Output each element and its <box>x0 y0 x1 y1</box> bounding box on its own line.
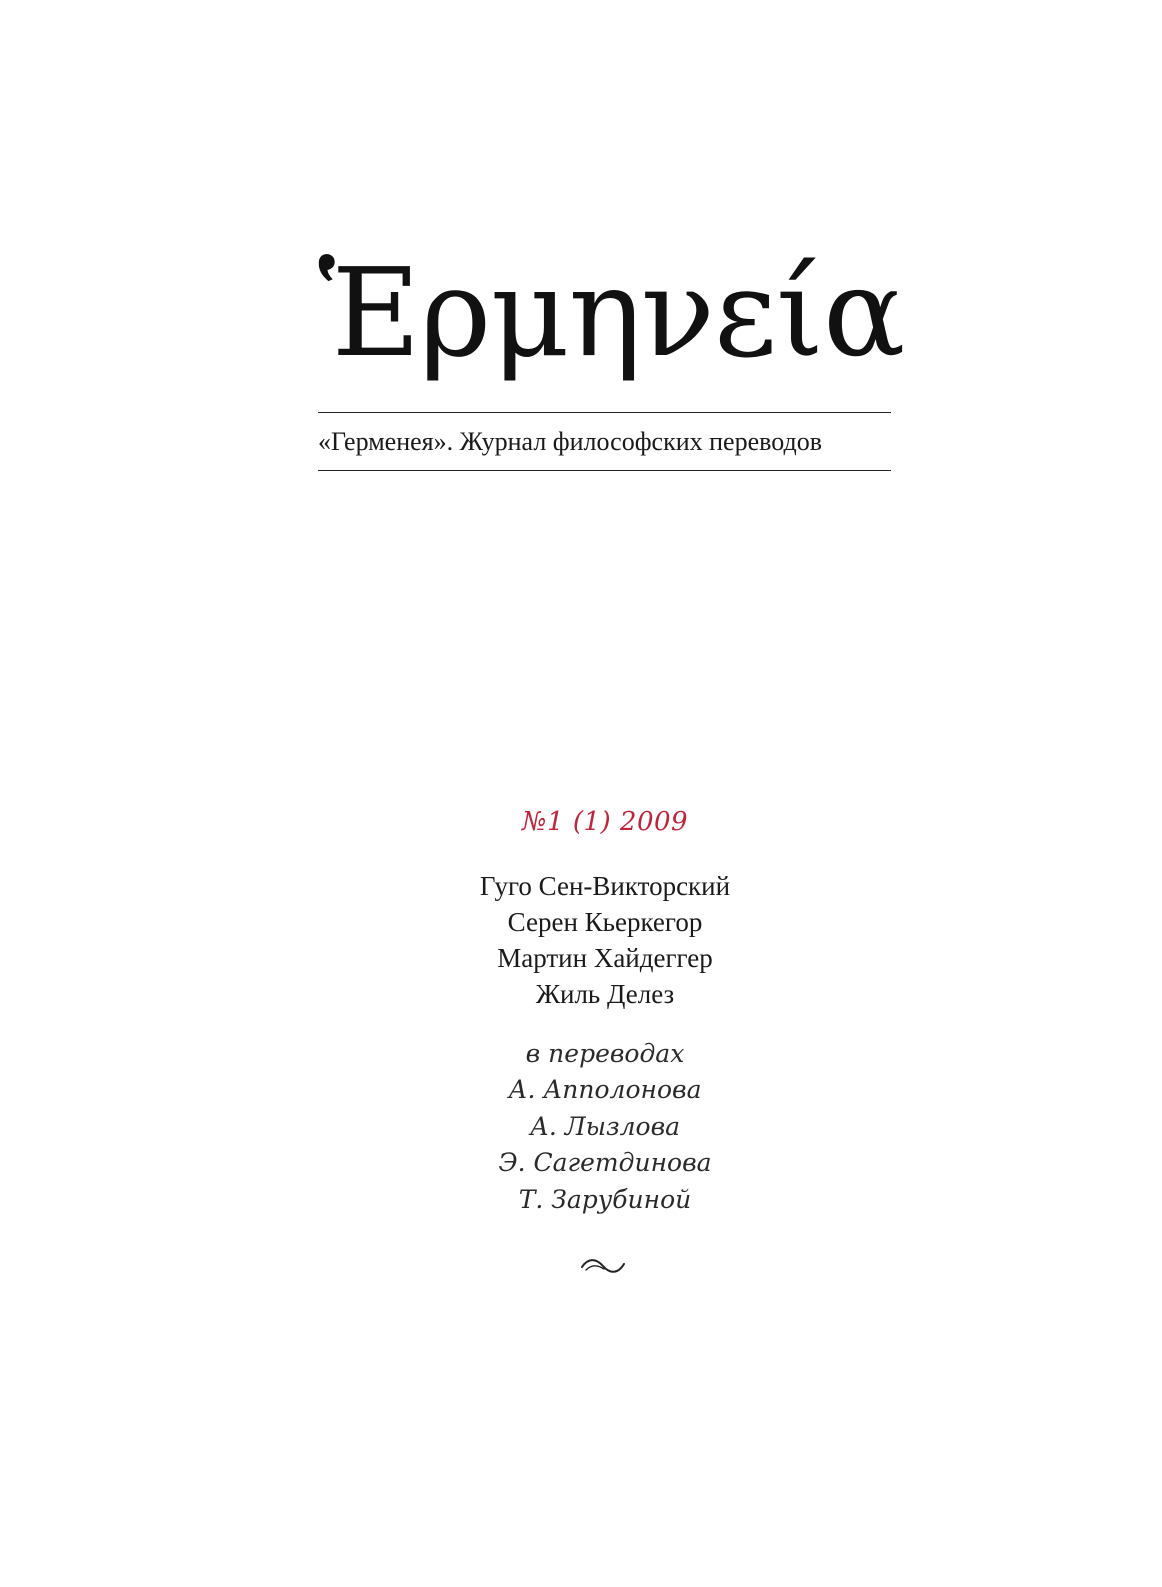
issue-number: №1 (1) 2009 <box>521 807 689 837</box>
author-name: Мартин Хайдеггер <box>497 943 713 973</box>
author-name: Серен Кьеркегор <box>507 907 703 937</box>
translators-list <box>380 1072 830 1218</box>
translator-name: Э. Сагетдинова <box>498 1148 712 1177</box>
translator-name: А. Апполонова <box>508 1075 702 1104</box>
journal-subtitle: «Герменея». Журнал философских переводов <box>318 427 822 456</box>
author-name: Гуго Сен-Викторский <box>479 871 731 901</box>
subtitle-rule-top <box>318 412 891 413</box>
author-name: Жиль Делез <box>535 979 675 1009</box>
translations-intro: в переводах <box>525 1039 685 1068</box>
translator-name: А. Лызлова <box>529 1111 681 1141</box>
journal-title-greek: Ἑρμηνεία <box>318 242 905 384</box>
authors-list <box>380 868 830 1012</box>
subtitle-rule-bottom <box>318 470 891 471</box>
tilde-ornament-icon <box>578 1254 628 1278</box>
translator-name: Т. Зарубиной <box>518 1184 692 1214</box>
